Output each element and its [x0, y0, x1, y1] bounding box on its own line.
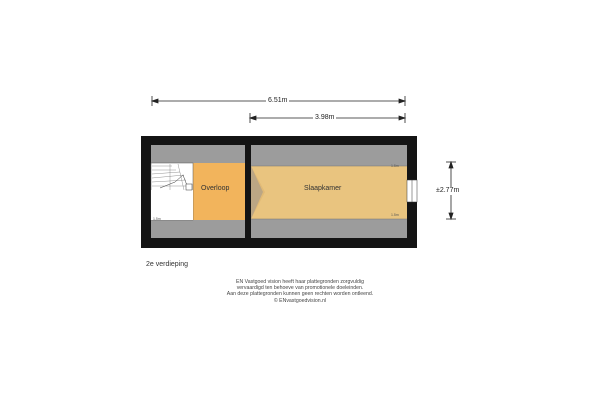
bedroom-floor [251, 166, 407, 219]
disclaimer-line: vervaardigd ten behoeve van promotionele doeleinden. [236, 285, 364, 292]
disclaimer-line: Aan deze plattegronden kunnen geen rechten worden ontleend. [226, 291, 374, 298]
room-label-bedroom: Slaapkamer [304, 185, 342, 192]
room-width-label: 3.98m [315, 114, 335, 121]
partition-wall [245, 145, 251, 238]
floor-label: 2e verdieping [146, 261, 189, 268]
bedroom-mark-bottom: 1.5m [391, 213, 399, 217]
disclaimer [150, 279, 450, 304]
room-label-landing: Overloop [201, 185, 230, 192]
stair-mark: 1,5m [153, 217, 161, 221]
total-width-label: 6.51m [268, 97, 288, 104]
height-label: ±2.77m [436, 187, 460, 194]
bedroom-mark-top: 1.5m [391, 164, 399, 168]
staircase [151, 163, 193, 220]
window [407, 180, 417, 202]
disclaimer-line: © ENvastgoedvision.nl [273, 297, 327, 304]
disclaimer-line: EN Vastgoed vision heeft haar plattegronden zorgvuldig [236, 279, 364, 285]
